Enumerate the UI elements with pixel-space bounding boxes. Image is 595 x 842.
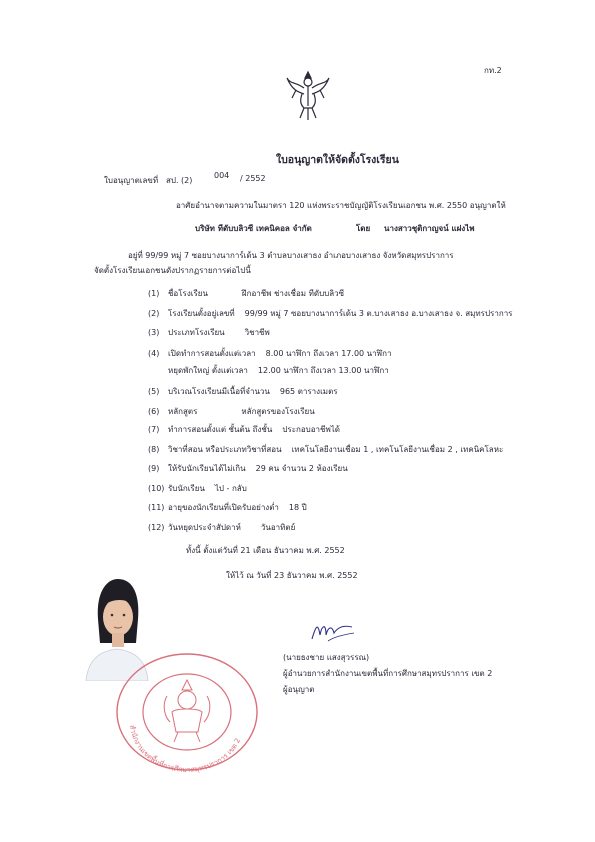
document-title: ใบอนุญาตให้จัดตั้งโรงเรียน bbox=[276, 154, 399, 166]
item-label: ทำการสอนตั้งแต่ ชั้นต้น ถึงชั้น bbox=[168, 425, 273, 434]
item-label: ชื่อโรงเรียน bbox=[168, 289, 208, 298]
item-value: ประกอบอาชีพได้ bbox=[282, 425, 340, 434]
address-line-continuation: จัดตั้งโรงเรียนเอกชนดังปรากฏรายการต่อไปนี้ bbox=[94, 266, 251, 275]
item-number: (3) bbox=[148, 328, 160, 337]
item-number: (9) bbox=[148, 464, 160, 473]
item-number: (7) bbox=[148, 425, 160, 434]
license-number: 004 bbox=[214, 171, 230, 180]
licensee-by: โดย bbox=[356, 224, 371, 233]
item-label: บริเวณโรงเรียนมีเนื้อที่จำนวน bbox=[168, 387, 270, 396]
signer-role: ผู้อนุญาต bbox=[283, 685, 315, 694]
item-value: 99/99 หมู่ 7 ซอยบางนาการ์เด้น 3 ต.บางเสาธง อ.บางเสาธง จ. สมุทรปราการ bbox=[244, 309, 513, 318]
item-label: โรงเรียนตั้งอยู่เลขที่ bbox=[168, 309, 235, 318]
item-subjects bbox=[148, 443, 503, 456]
item-label: ประเภทโรงเรียน bbox=[168, 328, 225, 337]
item-minimum-age bbox=[148, 501, 307, 514]
signer-name: (นายธงชาย แสงสุวรรณ) bbox=[283, 653, 370, 662]
licensee-company: บริษัท ทีดับบลิวซี เทคนิคอล จำกัด bbox=[195, 224, 312, 233]
license-prefix: สป. (2) bbox=[166, 176, 193, 185]
item-value: วิชาชีพ bbox=[244, 328, 270, 337]
item-attendance-type bbox=[148, 482, 247, 495]
item-label: อายุของนักเรียนที่เปิดรับอย่างต่ำ bbox=[168, 503, 279, 512]
item-teaching-level bbox=[148, 423, 340, 436]
item-label: วิชาที่สอน หรือประเภทวิชาที่สอน bbox=[168, 445, 282, 454]
address-line: อยู่ที่ 99/99 หมู่ 7 ซอยบางนาการ์เด้น 3 ตำบลบางเสาธง อำเภอบางเสาธง จังหวัดสมุทรปราการ bbox=[128, 251, 454, 260]
item-number: (5) bbox=[148, 387, 160, 396]
item-school-address bbox=[148, 307, 512, 320]
item-label: ให้รับนักเรียนได้ไม่เกิน bbox=[168, 464, 246, 473]
license-label: ใบอนุญาตเลขที่ bbox=[104, 176, 159, 185]
signature-icon bbox=[308, 617, 358, 645]
license-year: / 2552 bbox=[240, 174, 266, 183]
item-number: (10) bbox=[148, 484, 165, 493]
item-number: (11) bbox=[148, 503, 165, 512]
garuda-emblem-icon bbox=[286, 68, 330, 122]
item-teaching-hours bbox=[148, 347, 391, 360]
item-value: หลักสูตรของโรงเรียน bbox=[241, 407, 315, 416]
item-label: รับนักเรียน bbox=[168, 484, 205, 493]
licensee-representative: นางสาวชุติกาญจน์ แฝงไพ bbox=[384, 224, 475, 233]
item-number: (8) bbox=[148, 445, 160, 454]
item-number: (4) bbox=[148, 349, 160, 358]
item-school-name bbox=[148, 287, 344, 300]
item-number: (1) bbox=[148, 289, 160, 298]
item-break-hours bbox=[148, 364, 389, 377]
effective-date: ทั้งนี้ ตั้งแต่วันที่ 21 เดือน ธันวาคม พ.ศ. 2552 bbox=[186, 546, 345, 555]
item-weekly-holiday bbox=[148, 521, 295, 534]
item-value: วันอาทิตย์ bbox=[260, 523, 296, 532]
item-value: 18 ปี bbox=[288, 503, 307, 512]
item-value: 29 คน จำนวน 2 ห้องเรียน bbox=[255, 464, 348, 473]
item-school-type bbox=[148, 326, 270, 339]
item-number: (2) bbox=[148, 309, 160, 318]
item-value: ฝึกอาชีพ ช่างเชื่อม ทีดับบลิวซี bbox=[241, 289, 345, 298]
issue-date: ให้ไว้ ณ วันที่ 23 ธันวาคม พ.ศ. 2552 bbox=[226, 571, 358, 580]
item-number: (6) bbox=[148, 407, 160, 416]
official-seal-icon bbox=[112, 650, 262, 776]
item-value: 965 ตารางเมตร bbox=[279, 387, 338, 396]
item-number: (12) bbox=[148, 523, 165, 532]
item-value: 8.00 นาฬิกา ถึงเวลา 17.00 นาฬิกา bbox=[265, 349, 392, 358]
item-student-capacity bbox=[148, 462, 348, 475]
item-value: เทคโนโลยีงานเชื่อม 1 , เทคโนโลยีงานเชื่อม 2 , เทคนิคโลหะ bbox=[291, 445, 504, 454]
item-curriculum bbox=[148, 405, 315, 418]
item-label: หยุดพักใหญ่ ตั้งแต่เวลา bbox=[168, 366, 248, 375]
authority-line: อาศัยอำนาจตามความในมาตรา 120 แห่งพระราชบัญญัติโรงเรียนเอกชน พ.ศ. 2550 อนุญาตให้ bbox=[176, 201, 506, 210]
item-value: ไป - กลับ bbox=[214, 484, 247, 493]
item-label: หลักสูตร bbox=[168, 407, 198, 416]
item-label: เปิดทำการสอนตั้งแต่เวลา bbox=[168, 349, 256, 358]
item-value: 12.00 นาฬิกา ถึงเวลา 13.00 นาฬิกา bbox=[257, 366, 389, 375]
seal-text: สำนักงานเขตพื้นที่การศึกษาสมุทรปราการ เขต 2 bbox=[127, 724, 243, 775]
item-school-area bbox=[148, 385, 338, 398]
form-code: กท.2 bbox=[484, 66, 502, 75]
item-label: วันหยุดประจำสัปดาห์ bbox=[168, 523, 241, 532]
signer-position: ผู้อำนวยการสำนักงานเขตพื้นที่การศึกษาสมุทรปราการ เขต 2 bbox=[283, 669, 493, 678]
